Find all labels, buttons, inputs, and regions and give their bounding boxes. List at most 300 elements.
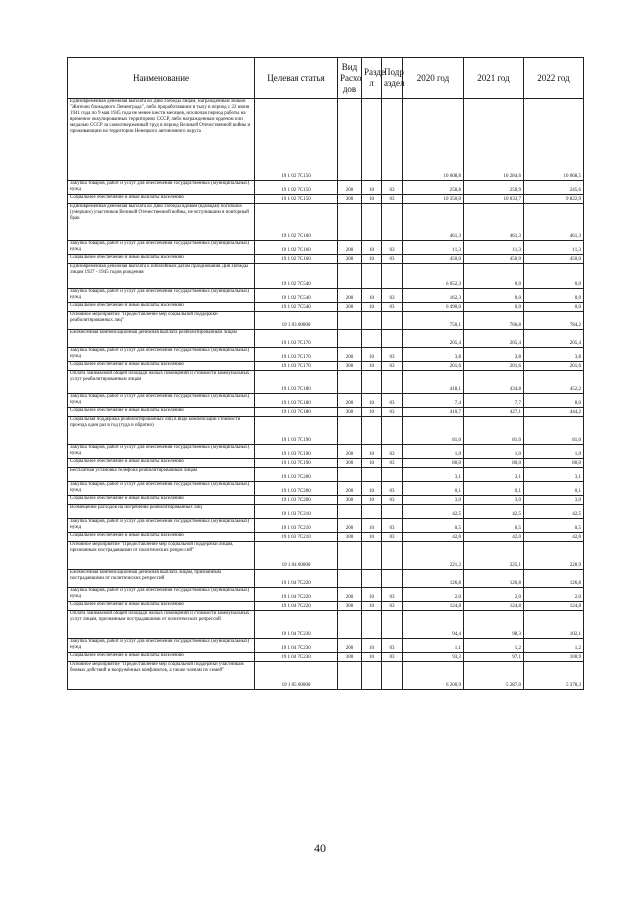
table-row bbox=[68, 533, 584, 542]
cell-section: 10 bbox=[362, 362, 382, 371]
cell-year-2022: 205,4 bbox=[524, 330, 584, 348]
table-row bbox=[68, 445, 584, 459]
cell-year-2020: 11,3 bbox=[403, 241, 464, 255]
cell-year-2021: 461,3 bbox=[464, 204, 524, 241]
cell-year-2022: 102,1 bbox=[524, 611, 584, 639]
cell-year-2021: 126,8 bbox=[464, 570, 524, 588]
cell-section bbox=[362, 204, 382, 241]
cell-subsection: 03 bbox=[382, 289, 403, 303]
cell-expense-type bbox=[338, 570, 362, 588]
cell-expense-type: 300 bbox=[338, 303, 362, 312]
cell-year-2021: 450,0 bbox=[464, 255, 524, 264]
cell-year-2021: 10 284,6 bbox=[464, 99, 524, 181]
cell-article: 19 1 02 7С160 bbox=[255, 255, 338, 264]
cell-name: Основное мероприятие "Предоставление мер социальной поддержки участникам боевых действий и вооружённых конфликтов, а также членам их семей" bbox=[68, 662, 255, 690]
cell-subsection bbox=[382, 204, 403, 241]
cell-section: 10 bbox=[362, 482, 382, 496]
cell-expense-type: 200 bbox=[338, 482, 362, 496]
cell-article: 19 1 03 7С170 bbox=[255, 348, 338, 362]
cell-expense-type: 200 bbox=[338, 241, 362, 255]
page-number: 40 bbox=[314, 841, 326, 855]
cell-section: 10 bbox=[362, 533, 382, 542]
table-row bbox=[68, 241, 584, 255]
cell-subsection: 03 bbox=[382, 195, 403, 204]
cell-year-2021: 81,0 bbox=[464, 417, 524, 445]
cell-subsection bbox=[382, 99, 403, 181]
cell-year-2022: 784,2 bbox=[524, 312, 584, 330]
cell-year-2020: 461,3 bbox=[403, 204, 464, 241]
cell-year-2022: 245,6 bbox=[524, 181, 584, 195]
cell-year-2022: 450,0 bbox=[524, 255, 584, 264]
cell-year-2021: 97,1 bbox=[464, 653, 524, 662]
cell-expense-type: 300 bbox=[338, 255, 362, 264]
table-row bbox=[68, 204, 584, 241]
cell-year-2022: 9 822,9 bbox=[524, 195, 584, 204]
cell-year-2021: 250,9 bbox=[464, 181, 524, 195]
cell-name: Оплата занимаемой общей площади жилых помещений и стоимости коммунальных услуг реабилитированным лицам bbox=[68, 371, 255, 394]
cell-section bbox=[362, 312, 382, 330]
cell-name: Единовременная денежная выплата к юбилейным датам празднования Дня Победы лицам 1927 - 1945 годов рождения bbox=[68, 264, 255, 289]
cell-year-2022: 81,0 bbox=[524, 417, 584, 445]
cell-subsection bbox=[382, 505, 403, 519]
cell-section bbox=[362, 330, 382, 348]
cell-name: Социальная поддержка реабилитированных лиц в виде компенсации стоимости проезда один раз в год (туда и обратно) bbox=[68, 417, 255, 445]
cell-subsection: 03 bbox=[382, 255, 403, 264]
cell-name: Социальное обеспечение и иные выплаты населению bbox=[68, 653, 255, 662]
cell-name: Возмещение расходов на погребение реабилитированных лиц bbox=[68, 505, 255, 519]
cell-name: Социальное обеспечение и иные выплаты населению bbox=[68, 602, 255, 611]
cell-article: 19 1 03 7С210 bbox=[255, 533, 338, 542]
cell-year-2022: 444,2 bbox=[524, 408, 584, 417]
cell-expense-type: 300 bbox=[338, 459, 362, 468]
cell-subsection bbox=[382, 542, 403, 570]
cell-year-2022: 0,0 bbox=[524, 303, 584, 312]
table-row bbox=[68, 362, 584, 371]
cell-year-2022: 42,0 bbox=[524, 533, 584, 542]
header-year-2020: 2020 год bbox=[403, 58, 464, 99]
cell-year-2020: 80,0 bbox=[403, 459, 464, 468]
cell-subsection: 03 bbox=[382, 639, 403, 653]
cell-name: Социальное обеспечение и иные выплаты населению bbox=[68, 408, 255, 417]
table-row bbox=[68, 99, 584, 181]
cell-expense-type: 200 bbox=[338, 394, 362, 408]
cell-name: Ежемесячная компенсационная денежная выплата реабилитированным лицам bbox=[68, 330, 255, 348]
cell-name: Закупка товаров, работ и услуг для обеспечения государственных (муниципальных) нужд bbox=[68, 241, 255, 255]
table-row bbox=[68, 371, 584, 394]
cell-article: 19 1 03 7С210 bbox=[255, 519, 338, 533]
cell-section: 10 bbox=[362, 181, 382, 195]
cell-article: 19 1 03 7С200 bbox=[255, 496, 338, 505]
cell-year-2020: 418,1 bbox=[403, 371, 464, 394]
cell-section: 10 bbox=[362, 408, 382, 417]
cell-article: 19 1 04 7С230 bbox=[255, 653, 338, 662]
cell-year-2021: 201,6 bbox=[464, 362, 524, 371]
header-expense-type: Вид Расхо дов bbox=[338, 58, 362, 99]
cell-year-2022: 3,1 bbox=[524, 468, 584, 482]
cell-year-2022: 461,3 bbox=[524, 204, 584, 241]
cell-year-2020: 6 490,0 bbox=[403, 303, 464, 312]
cell-year-2020: 6 652,3 bbox=[403, 264, 464, 289]
cell-article: 19 1 04 00000 bbox=[255, 542, 338, 570]
cell-section bbox=[362, 505, 382, 519]
cell-year-2022: 1,0 bbox=[524, 445, 584, 459]
cell-name: Социальное обеспечение и иные выплаты населению bbox=[68, 303, 255, 312]
cell-section: 10 bbox=[362, 459, 382, 468]
table-row bbox=[68, 611, 584, 639]
cell-year-2021: 2,0 bbox=[464, 588, 524, 602]
cell-year-2020: 3,0 bbox=[403, 496, 464, 505]
cell-year-2021: 10 033,7 bbox=[464, 195, 524, 204]
cell-year-2021: 434,8 bbox=[464, 371, 524, 394]
cell-name: Закупка товаров, работ и услуг для обеспечения государственных (муниципальных) нужд bbox=[68, 588, 255, 602]
cell-name: Социальное обеспечение и иные выплаты населению bbox=[68, 496, 255, 505]
cell-expense-type: 300 bbox=[338, 602, 362, 611]
cell-article: 19 1 04 7С230 bbox=[255, 639, 338, 653]
table-row bbox=[68, 195, 584, 204]
header-subsection: Подр аздел bbox=[382, 58, 403, 99]
cell-year-2021: 7,7 bbox=[464, 394, 524, 408]
cell-subsection bbox=[382, 312, 403, 330]
table-row bbox=[68, 181, 584, 195]
table-row bbox=[68, 662, 584, 690]
cell-year-2022: 3,0 bbox=[524, 496, 584, 505]
cell-year-2022: 452,2 bbox=[524, 371, 584, 394]
cell-year-2021: 0,0 bbox=[464, 289, 524, 303]
cell-expense-type: 300 bbox=[338, 496, 362, 505]
cell-article: 19 1 03 7С180 bbox=[255, 408, 338, 417]
cell-year-2022: 10 068,5 bbox=[524, 99, 584, 181]
table-row bbox=[68, 264, 584, 289]
cell-year-2020: 10 608,8 bbox=[403, 99, 464, 181]
cell-name: Закупка товаров, работ и услуг для обеспечения государственных (муниципальных) нужд bbox=[68, 445, 255, 459]
cell-name: Закупка товаров, работ и услуг для обеспечения государственных (муниципальных) нужд bbox=[68, 482, 255, 496]
cell-year-2021: 766,8 bbox=[464, 312, 524, 330]
table-row bbox=[68, 348, 584, 362]
cell-year-2022: 124,8 bbox=[524, 602, 584, 611]
cell-subsection: 03 bbox=[382, 362, 403, 371]
header-section: Разде л bbox=[362, 58, 382, 99]
cell-year-2021: 205,4 bbox=[464, 330, 524, 348]
cell-section bbox=[362, 662, 382, 690]
cell-subsection: 03 bbox=[382, 496, 403, 505]
cell-year-2020: 7,4 bbox=[403, 394, 464, 408]
cell-article: 19 1 03 7С180 bbox=[255, 394, 338, 408]
cell-article: 19 1 02 7С150 bbox=[255, 99, 338, 181]
cell-year-2020: 201,6 bbox=[403, 362, 464, 371]
cell-expense-type: 200 bbox=[338, 289, 362, 303]
cell-year-2020: 0,1 bbox=[403, 482, 464, 496]
cell-year-2020: 81,0 bbox=[403, 417, 464, 445]
cell-section bbox=[362, 371, 382, 394]
cell-subsection bbox=[382, 371, 403, 394]
budget-table bbox=[67, 57, 584, 690]
cell-name: Социальное обеспечение и иные выплаты населению bbox=[68, 362, 255, 371]
cell-year-2021: 3,0 bbox=[464, 496, 524, 505]
table-row bbox=[68, 570, 584, 588]
cell-name: Закупка товаров, работ и услуг для обеспечения государственных (муниципальных) нужд bbox=[68, 181, 255, 195]
cell-subsection: 03 bbox=[382, 533, 403, 542]
cell-section: 10 bbox=[362, 289, 382, 303]
cell-expense-type: 200 bbox=[338, 639, 362, 653]
cell-expense-type bbox=[338, 417, 362, 445]
cell-article: 19 1 02 7С540 bbox=[255, 289, 338, 303]
cell-expense-type: 300 bbox=[338, 533, 362, 542]
cell-year-2022: 42,5 bbox=[524, 505, 584, 519]
cell-subsection: 03 bbox=[382, 348, 403, 362]
cell-name: Закупка товаров, работ и услуг для обеспечения государственных (муниципальных) нужд bbox=[68, 394, 255, 408]
cell-name: Единовременная денежная выплата ко Дню Победы лицам, награждённым знаком "Жителю блокадного Ленинграда", либо проработавшим в тылу в период с 22 июня 1941 года по 9 мая 1945 года не менее шести месяцев, исключая период работы на временно оккупированных территориях СССР, либо награжденным орденом или медалью СССР за самоотверженный труд в период Великой Отечественной войны и проживающим на территории Ненецкого автономного округа bbox=[68, 99, 255, 181]
cell-name: Социальное обеспечение и иные выплаты населению bbox=[68, 459, 255, 468]
cell-year-2020: 124,8 bbox=[403, 602, 464, 611]
cell-article: 19 1 04 7С220 bbox=[255, 570, 338, 588]
cell-article: 19 1 03 00000 bbox=[255, 312, 338, 330]
cell-article: 19 1 03 7С180 bbox=[255, 371, 338, 394]
cell-section bbox=[362, 611, 382, 639]
cell-article: 19 1 03 7С190 bbox=[255, 459, 338, 468]
cell-section: 10 bbox=[362, 602, 382, 611]
cell-expense-type: 300 bbox=[338, 653, 362, 662]
cell-expense-type: 200 bbox=[338, 445, 362, 459]
cell-year-2021: 1,2 bbox=[464, 639, 524, 653]
cell-expense-type bbox=[338, 505, 362, 519]
cell-article: 19 1 04 7С230 bbox=[255, 611, 338, 639]
cell-year-2021: 124,8 bbox=[464, 602, 524, 611]
cell-section bbox=[362, 417, 382, 445]
cell-year-2021: 42,5 bbox=[464, 505, 524, 519]
cell-year-2022: 228,9 bbox=[524, 542, 584, 570]
cell-year-2020: 94,4 bbox=[403, 611, 464, 639]
cell-section bbox=[362, 570, 382, 588]
cell-subsection: 03 bbox=[382, 241, 403, 255]
cell-name: Социальное обеспечение и иные выплаты населению bbox=[68, 195, 255, 204]
cell-section: 10 bbox=[362, 496, 382, 505]
cell-expense-type: 200 bbox=[338, 519, 362, 533]
table-row bbox=[68, 505, 584, 519]
cell-name: Основное мероприятие "Предоставление мер социальной поддержки лицам, признанным пострадавшими от политических репрессий" bbox=[68, 542, 255, 570]
cell-expense-type bbox=[338, 204, 362, 241]
cell-year-2020: 221,2 bbox=[403, 542, 464, 570]
header-row bbox=[68, 58, 584, 99]
cell-year-2021: 98,3 bbox=[464, 611, 524, 639]
cell-expense-type bbox=[338, 371, 362, 394]
cell-article: 19 1 03 7С200 bbox=[255, 482, 338, 496]
cell-name: Бесплатная установка телефона реабилитированным лицам bbox=[68, 468, 255, 482]
cell-year-2020: 1,1 bbox=[403, 639, 464, 653]
cell-name: Единовременная денежная выплата ко Дню Победы вдовам (вдовцам) погибших (умерших) участников Великой Отечественной войны, не вступившим в повторный брак bbox=[68, 204, 255, 241]
cell-subsection: 03 bbox=[382, 408, 403, 417]
cell-article: 19 1 03 7С200 bbox=[255, 468, 338, 482]
cell-name: Оплата занимаемой общей площади жилых помещений и стоимости коммунальных услуг лицам, признанным пострадавшими от политических репрессий bbox=[68, 611, 255, 639]
cell-section: 10 bbox=[362, 653, 382, 662]
cell-year-2022: 80,0 bbox=[524, 459, 584, 468]
cell-article: 19 1 02 7С150 bbox=[255, 181, 338, 195]
cell-year-2020: 93,3 bbox=[403, 653, 464, 662]
cell-section: 10 bbox=[362, 588, 382, 602]
table-row bbox=[68, 602, 584, 611]
cell-expense-type: 300 bbox=[338, 195, 362, 204]
cell-section bbox=[362, 468, 382, 482]
cell-year-2022: 100,9 bbox=[524, 653, 584, 662]
cell-subsection: 03 bbox=[382, 602, 403, 611]
cell-name: Социальное обеспечение и иные выплаты населению bbox=[68, 533, 255, 542]
cell-article: 19 1 03 7С190 bbox=[255, 417, 338, 445]
cell-subsection bbox=[382, 611, 403, 639]
cell-year-2021: 1,0 bbox=[464, 445, 524, 459]
cell-year-2022: 0,1 bbox=[524, 482, 584, 496]
cell-year-2020: 10 350,0 bbox=[403, 195, 464, 204]
cell-subsection bbox=[382, 662, 403, 690]
cell-year-2020: 258,8 bbox=[403, 181, 464, 195]
cell-year-2022: 1,2 bbox=[524, 639, 584, 653]
cell-subsection: 03 bbox=[382, 181, 403, 195]
table-row bbox=[68, 542, 584, 570]
table-row bbox=[68, 496, 584, 505]
cell-year-2022: 3,8 bbox=[524, 348, 584, 362]
cell-year-2020: 3,1 bbox=[403, 468, 464, 482]
cell-article: 19 1 04 7С220 bbox=[255, 602, 338, 611]
cell-article: 19 1 03 7С170 bbox=[255, 362, 338, 371]
cell-year-2020: 750,1 bbox=[403, 312, 464, 330]
cell-year-2022: 0,0 bbox=[524, 289, 584, 303]
cell-subsection: 03 bbox=[382, 519, 403, 533]
cell-section: 10 bbox=[362, 394, 382, 408]
cell-name: Закупка товаров, работ и услуг для обеспечения государственных (муниципальных) нужд bbox=[68, 348, 255, 362]
cell-subsection bbox=[382, 570, 403, 588]
cell-article: 19 1 02 7С160 bbox=[255, 241, 338, 255]
cell-year-2022: 0,0 bbox=[524, 264, 584, 289]
cell-subsection: 03 bbox=[382, 588, 403, 602]
cell-article: 19 1 05 00000 bbox=[255, 662, 338, 690]
header-year-2022: 2022 год bbox=[524, 58, 584, 99]
cell-section bbox=[362, 99, 382, 181]
cell-subsection bbox=[382, 264, 403, 289]
cell-year-2020: 410,7 bbox=[403, 408, 464, 417]
cell-subsection: 03 bbox=[382, 445, 403, 459]
cell-subsection bbox=[382, 468, 403, 482]
cell-subsection: 03 bbox=[382, 482, 403, 496]
cell-subsection: 03 bbox=[382, 303, 403, 312]
table-row bbox=[68, 639, 584, 653]
cell-year-2020: 205,4 bbox=[403, 330, 464, 348]
cell-year-2022: 201,6 bbox=[524, 362, 584, 371]
cell-expense-type bbox=[338, 662, 362, 690]
cell-expense-type: 200 bbox=[338, 588, 362, 602]
cell-section: 10 bbox=[362, 445, 382, 459]
table-row bbox=[68, 653, 584, 662]
header-article: Целевая статья bbox=[255, 58, 338, 99]
cell-section bbox=[362, 542, 382, 570]
cell-article: 19 1 03 7С210 bbox=[255, 505, 338, 519]
table-row bbox=[68, 519, 584, 533]
table-row bbox=[68, 289, 584, 303]
table-row bbox=[68, 312, 584, 330]
table-row bbox=[68, 588, 584, 602]
cell-section bbox=[362, 264, 382, 289]
cell-expense-type: 300 bbox=[338, 408, 362, 417]
cell-article: 19 1 03 7С170 bbox=[255, 330, 338, 348]
cell-section: 10 bbox=[362, 303, 382, 312]
cell-year-2021: 0,5 bbox=[464, 519, 524, 533]
table-row bbox=[68, 394, 584, 408]
cell-section: 10 bbox=[362, 639, 382, 653]
cell-article: 19 1 02 7С150 bbox=[255, 195, 338, 204]
cell-year-2022: 8,0 bbox=[524, 394, 584, 408]
cell-year-2021: 427,1 bbox=[464, 408, 524, 417]
cell-year-2021: 42,0 bbox=[464, 533, 524, 542]
cell-name: Основное мероприятие "Предоставление мер социальной поддержки реабилитированных лиц" bbox=[68, 312, 255, 330]
cell-year-2021: 225,1 bbox=[464, 542, 524, 570]
cell-name: Социальное обеспечение и иные выплаты населению bbox=[68, 255, 255, 264]
cell-year-2021: 0,0 bbox=[464, 303, 524, 312]
cell-year-2020: 42,0 bbox=[403, 533, 464, 542]
cell-year-2022: 2,0 bbox=[524, 588, 584, 602]
cell-article: 19 1 04 7С220 bbox=[255, 588, 338, 602]
cell-year-2020: 450,0 bbox=[403, 255, 464, 264]
cell-year-2020: 2,0 bbox=[403, 588, 464, 602]
cell-name: Закупка товаров, работ и услуг для обеспечения государственных (муниципальных) нужд bbox=[68, 289, 255, 303]
cell-year-2021: 3,1 bbox=[464, 468, 524, 482]
header-year-2021: 2021 год bbox=[464, 58, 524, 99]
cell-year-2022: 11,3 bbox=[524, 241, 584, 255]
cell-expense-type bbox=[338, 468, 362, 482]
cell-expense-type bbox=[338, 264, 362, 289]
cell-year-2021: 3,8 bbox=[464, 348, 524, 362]
cell-expense-type: 200 bbox=[338, 181, 362, 195]
table-body bbox=[68, 99, 584, 690]
cell-year-2022: 0,5 bbox=[524, 519, 584, 533]
cell-subsection: 03 bbox=[382, 653, 403, 662]
cell-expense-type bbox=[338, 542, 362, 570]
cell-section: 10 bbox=[362, 195, 382, 204]
table-row bbox=[68, 459, 584, 468]
cell-article: 19 1 03 7С190 bbox=[255, 445, 338, 459]
cell-year-2020: 42,5 bbox=[403, 505, 464, 519]
cell-year-2020: 0,5 bbox=[403, 519, 464, 533]
cell-section: 10 bbox=[362, 241, 382, 255]
cell-section: 10 bbox=[362, 255, 382, 264]
cell-article: 19 1 02 7С540 bbox=[255, 303, 338, 312]
cell-subsection bbox=[382, 417, 403, 445]
cell-name: Ежемесячная компенсационная денежная выплата лицам, признанным пострадавшими от политических репрессий bbox=[68, 570, 255, 588]
cell-year-2021: 0,1 bbox=[464, 482, 524, 496]
cell-subsection: 03 bbox=[382, 459, 403, 468]
cell-article: 19 1 02 7С160 bbox=[255, 204, 338, 241]
cell-year-2021: 80,0 bbox=[464, 459, 524, 468]
table-row bbox=[68, 482, 584, 496]
table-row bbox=[68, 417, 584, 445]
cell-year-2021: 5 287,0 bbox=[464, 662, 524, 690]
header-name: Наименование bbox=[68, 58, 255, 99]
cell-expense-type bbox=[338, 312, 362, 330]
cell-year-2021: 11,3 bbox=[464, 241, 524, 255]
cell-article: 19 1 02 7С540 bbox=[255, 264, 338, 289]
cell-year-2022: 5 378,3 bbox=[524, 662, 584, 690]
table-row bbox=[68, 255, 584, 264]
cell-expense-type bbox=[338, 330, 362, 348]
cell-expense-type bbox=[338, 99, 362, 181]
cell-year-2020: 126,8 bbox=[403, 570, 464, 588]
table-row bbox=[68, 303, 584, 312]
cell-section: 10 bbox=[362, 348, 382, 362]
cell-subsection: 03 bbox=[382, 394, 403, 408]
cell-year-2020: 6 200,9 bbox=[403, 662, 464, 690]
cell-year-2021: 0,0 bbox=[464, 264, 524, 289]
cell-section: 10 bbox=[362, 519, 382, 533]
cell-subsection bbox=[382, 330, 403, 348]
cell-year-2020: 1,0 bbox=[403, 445, 464, 459]
cell-name: Закупка товаров, работ и услуг для обеспечения государственных (муниципальных) нужд bbox=[68, 639, 255, 653]
cell-year-2020: 162,3 bbox=[403, 289, 464, 303]
